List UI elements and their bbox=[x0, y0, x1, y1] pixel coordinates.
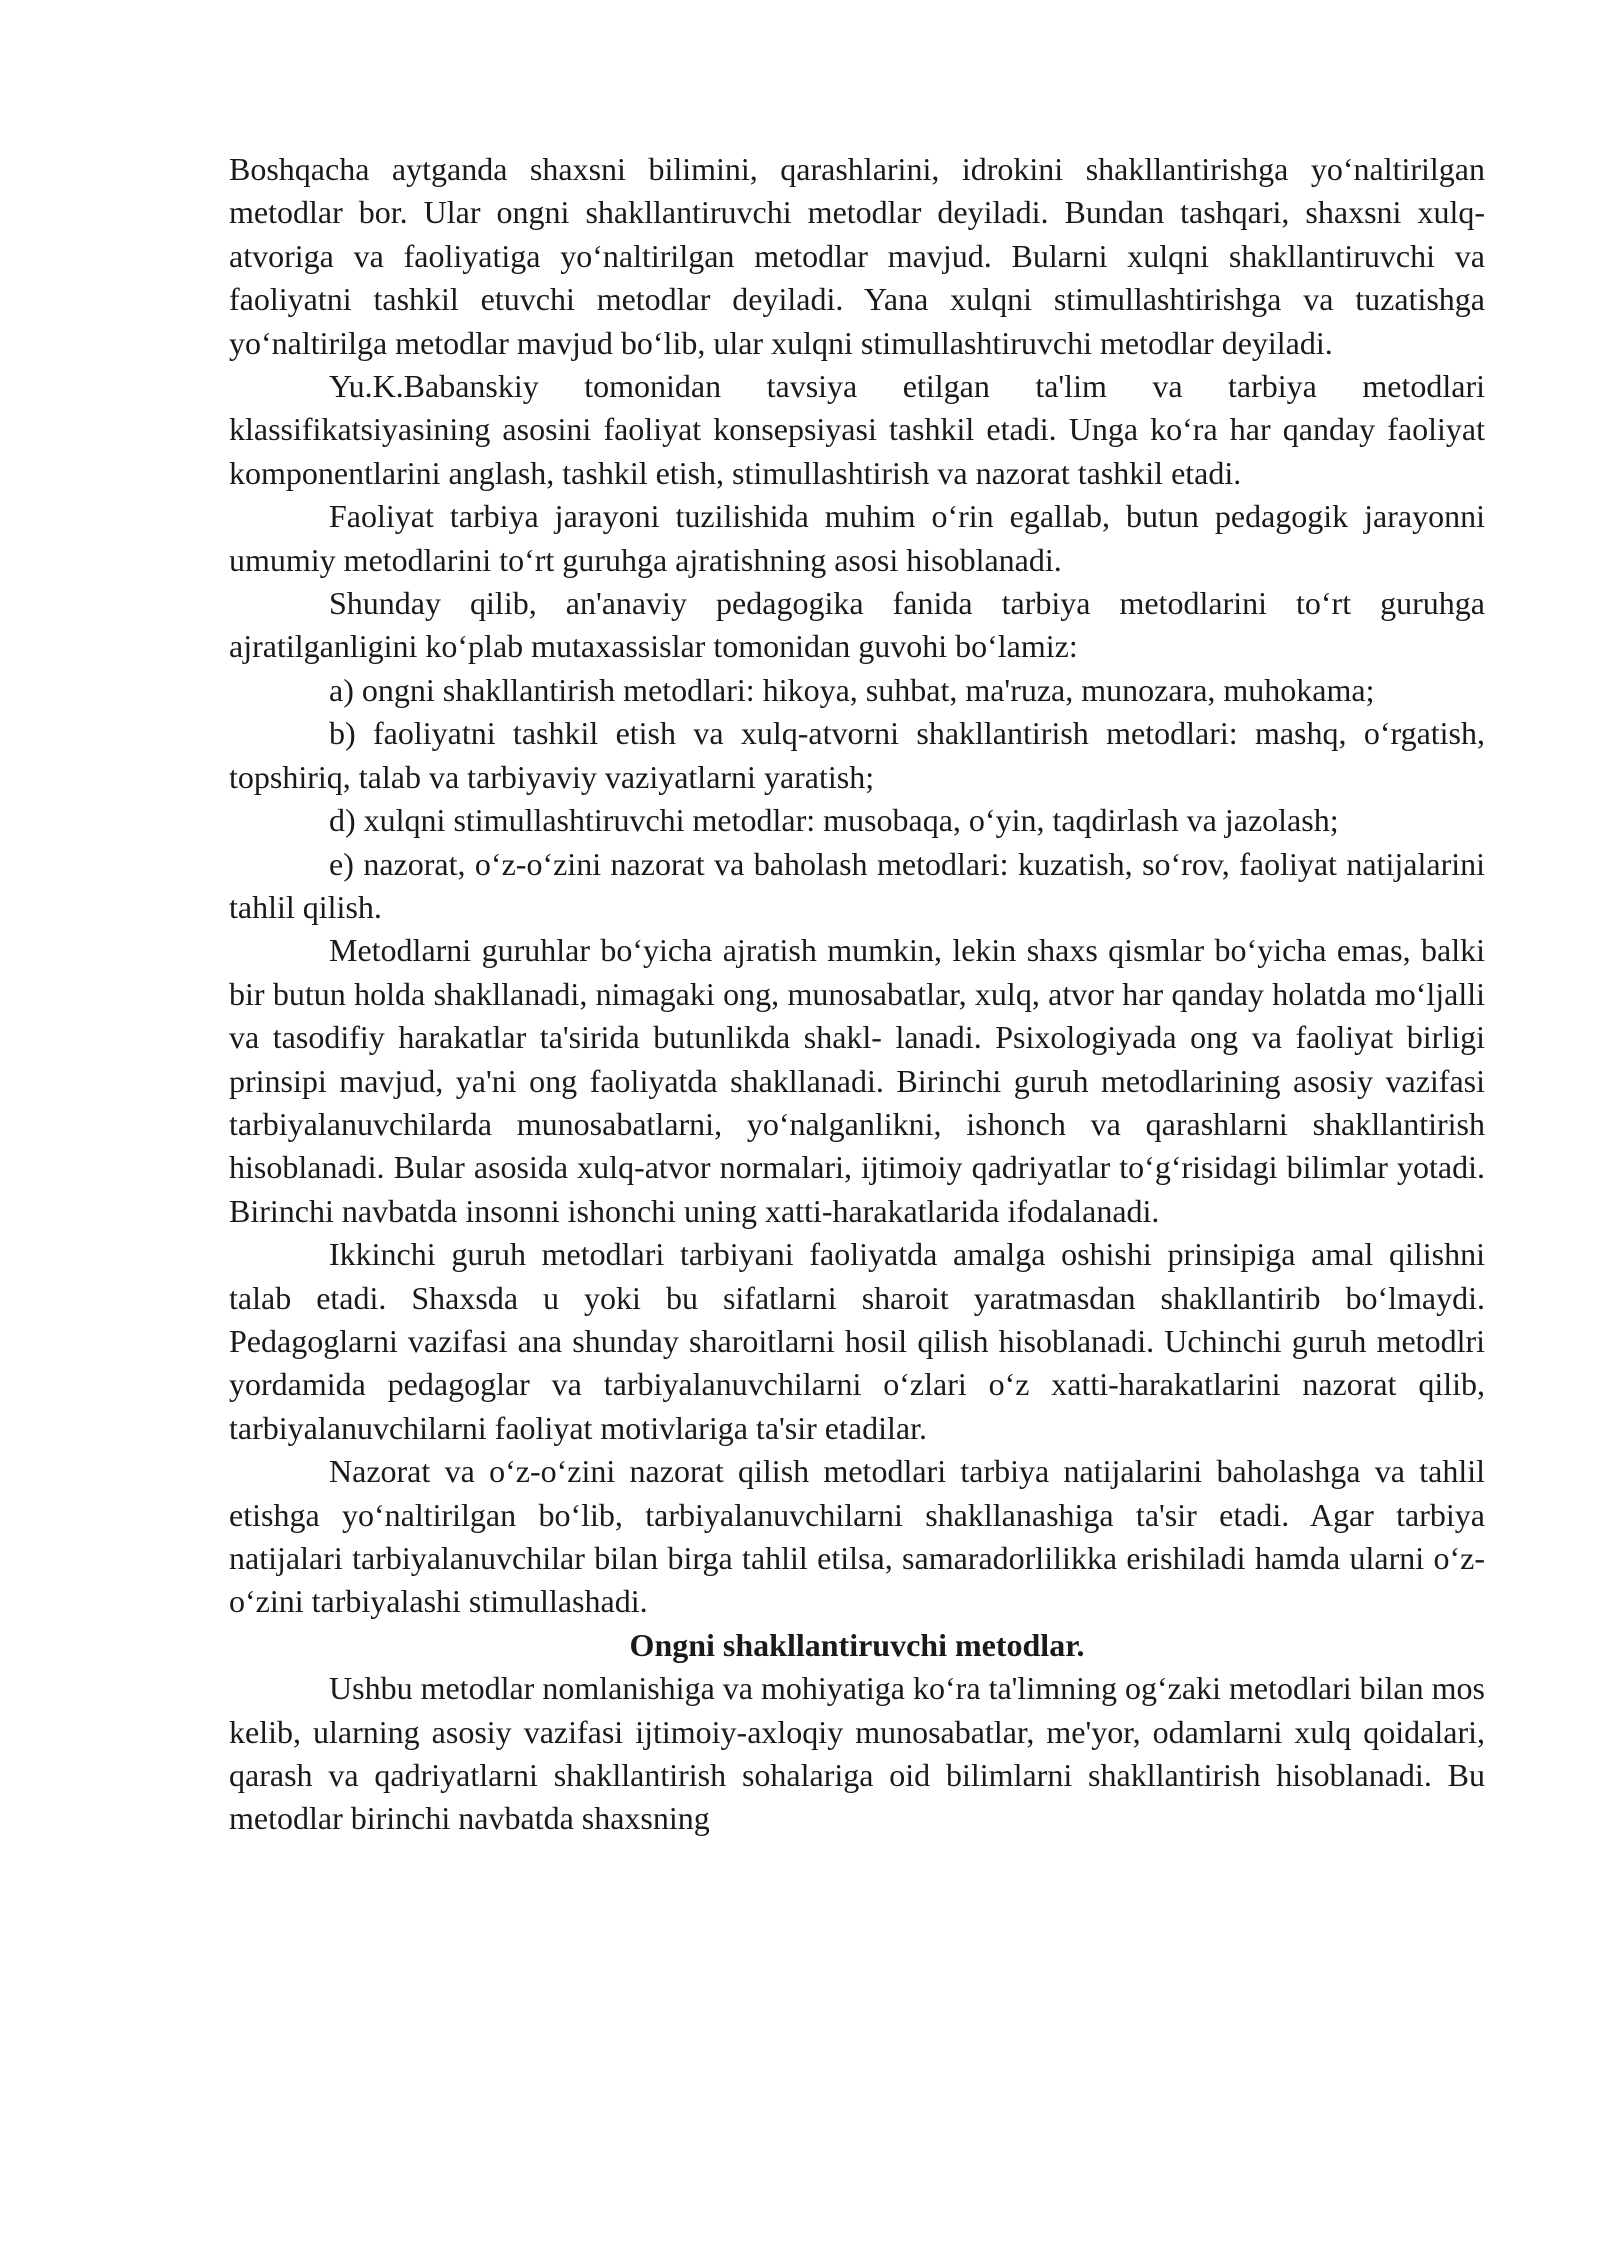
paragraph: Ikkinchi guruh metodlari tarbiyani faoliyatda amalga oshishi prinsipiga amal qilishni talab etadi. Shaxsda u yoki bu sifatlarni sharoit yaratmasdan shakllantirib bo‘lmaydi. Pedagoglarni vazifasi ana shunday sharoitlarni hosil qilish hisoblanadi. Uchinchi guruh metodlri yordamida pedagoglar va tarbiyalanuvchilarni o‘zlari o‘z xatti-harakatlarini nazorat qilib, tarbiyalanuvchilarni faoliyat motivlariga ta'sir etadilar. bbox=[229, 1236, 1485, 1446]
paragraph: Faoliyat tarbiya jarayoni tuzilishida muhim o‘rin egallab, butun pedagogik jarayonni umumiy metodlarini to‘rt guruhga ajratishning asosi hisoblanadi. bbox=[229, 498, 1485, 578]
list-item: b) faoliyatni tashkil etish va xulq-atvorni shakllantirish metodlari: mashq, o‘rgatish, topshiriq, talab va tarbiyaviy vaziyatlarni yaratish; bbox=[229, 715, 1485, 795]
paragraph: Metodlarni guruhlar bo‘yicha ajratish mumkin, lekin shaxs qismlar bo‘yicha emas, balki bir butun holda shakllanadi, nimagaki ong, munosabatlar, xulq, atvor har qanday holatda mo‘ljalli va tasodifiy harakatlar ta'sirida butunlikda shakl- lanadi. Psixologiyada ong va faoliyat birligi prinsipi mavjud, ya'ni ong faoliyatda shakllanadi. Birinchi guruh metodlarining asosiy vazifasi tarbiyalanuvchilarda munosabatlarni, yo‘nalganlikni, ishonch va qarashlarni shakllantirish hisoblanadi. Bular asosida xulq-atvor normalari, ijtimoiy qadriyatlar to‘g‘risidagi bilimlar yotadi. Birinchi navbatda insonni ishonchi uning xatti-harakatlarida ifodalanadi. bbox=[229, 932, 1485, 1229]
paragraph: Ushbu metodlar nomlanishiga va mohiyatiga ko‘ra ta'limning og‘zaki metodlari bilan mos kelib, ularning asosiy vazifasi ijtimoiy-axloqiy munosabatlar, me'yor, odamlarni xulq qoidalari, qarash va qadriyatlarni shakllantirish sohalariga oid bilimlarni shakllantirish hisoblanadi. Bu metodlar birinchi navbatda shaxsning bbox=[229, 1670, 1485, 1837]
paragraph: Nazorat va o‘z-o‘zini nazorat qilish metodlari tarbiya natijalarini baholashga va tahlil etishga yo‘naltirilgan bo‘lib, tarbiyalanuvchilarni shakllanashiga ta'sir etadi. Agar tarbiya natijalari tarbiyalanuvchilar bilan birga tahlil etilsa, samaradorlilikka erishiladi hamda ularni o‘z-o‘zini tarbiyalashi stimullashadi. bbox=[229, 1453, 1485, 1620]
paragraph: Shunday qilib, an'anaviy pedagogika fanida tarbiya metodlarini to‘rt guruhga ajratilganligini ko‘plab mutaxassislar tomonidan guvohi bo‘lamiz: bbox=[229, 585, 1485, 665]
document-page bbox=[229, 148, 1485, 1841]
section-heading: Ongni shakllantiruvchi metodlar. bbox=[629, 1626, 1085, 1663]
list-item: a) ongni shakllantirish metodlari: hikoya, suhbat, ma'ruza, munozara, muhokama; bbox=[329, 671, 1375, 708]
list-item: d) xulqni stimullashtiruvchi metodlar: musobaqa, o‘yin, taqdirlash va jazolash; bbox=[329, 802, 1339, 839]
paragraph: Boshqacha aytganda shaxsni bilimini, qarashlarini, idrokini shakllantirishga yo‘naltirilgan metodlar bor. Ular ongni shakllantiruvchi metodlar deyiladi. Bundan tashqari, shaxsni xulq-atvoriga va faoliyatiga yo‘naltirilgan metodlar mavjud. Bularni xulqni shakllantiruvchi va faoliyatni tashkil etuvchi metodlar deyiladi. Yana xulqni stimullashtirishga va tuzatishga yo‘naltirilga metodlar mavjud bo‘lib, ular xulqni stimullashtiruvchi metodlar deyiladi. bbox=[229, 151, 1485, 361]
paragraph: Yu.K.Babanskiy tomonidan tavsiya etilgan ta'lim va tarbiya metodlari klassifikatsiyasining asosini faoliyat konsepsiyasi tashkil etadi. Unga ko‘ra har qanday faoliyat komponentlarini anglash, tashkil etish, stimullashtirish va nazorat tashkil etadi. bbox=[229, 368, 1485, 491]
list-item: e) nazorat, o‘z-o‘zini nazorat va baholash metodlari: kuzatish, so‘rov, faoliyat natijalarini tahlil qilish. bbox=[229, 845, 1485, 925]
